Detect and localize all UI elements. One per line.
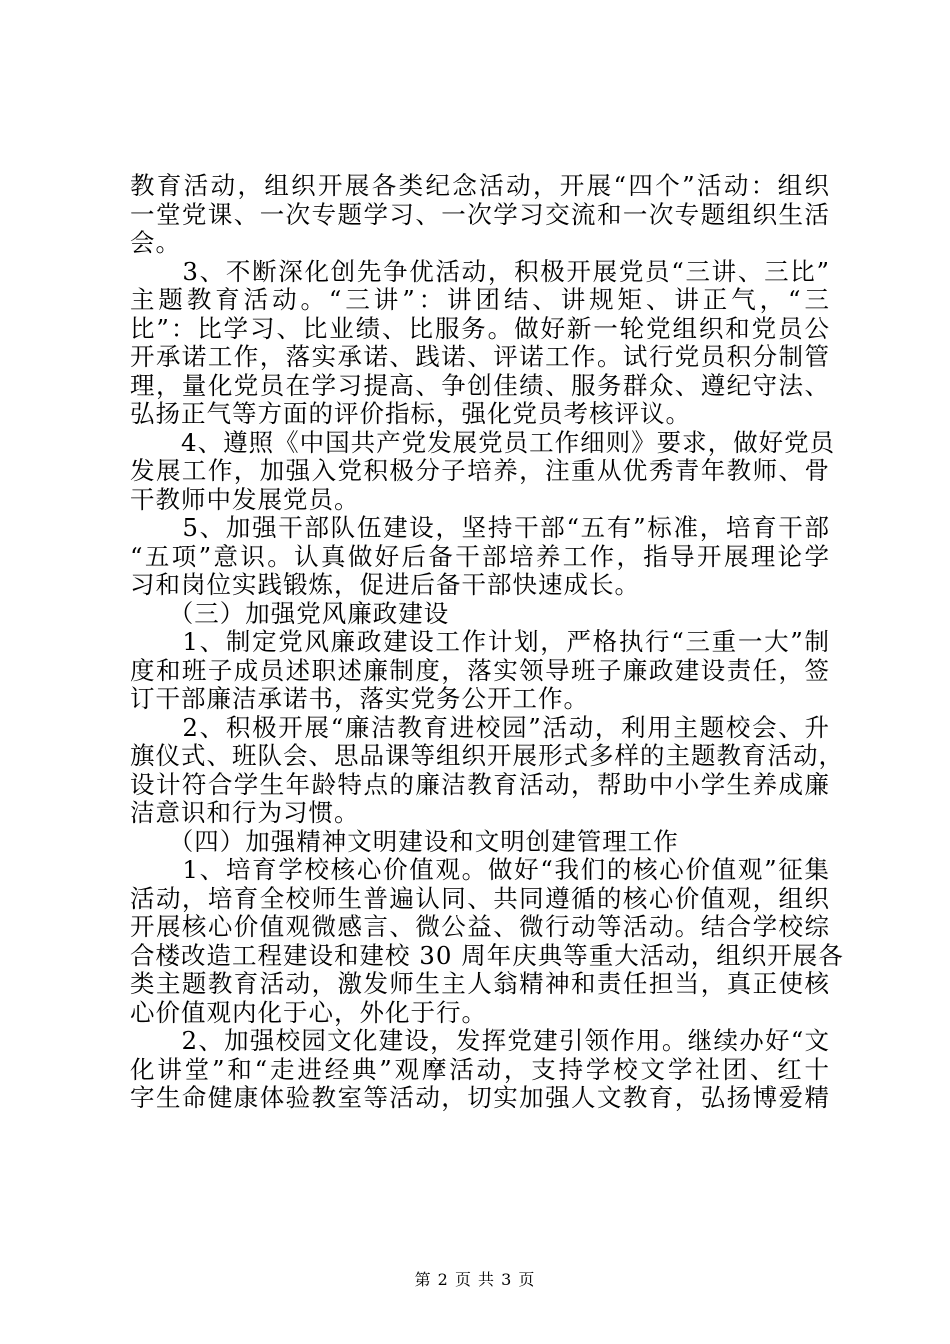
document-body <box>130 171 844 1113</box>
text-line: 心价值观内化于心，外化于行。 <box>130 997 487 1027</box>
text-line: 发展工作，加强入党积极分子培养，注重从优秀青年教师、骨 <box>130 456 830 485</box>
text-line: 会。 <box>130 228 181 257</box>
text-line: 2、积极开展“廉洁教育进校园”活动，利用主题校会、升 <box>130 712 830 742</box>
text-line: 一堂党课、一次专题学习、一次学习交流和一次专题组织生活 <box>130 199 830 229</box>
text-line: 主题教育活动。“三讲”：讲团结、讲规矩、讲正气，“三 <box>130 285 830 314</box>
text-line: 3、不断深化创先争优活动，积极开展党员“三讲、三比” <box>130 256 830 286</box>
text-line: 洁意识和行为习惯。 <box>130 798 360 827</box>
text-line: 旗仪式、班队会、思品课等组织开展形式多样的主题教育活动， <box>130 741 844 770</box>
text-line: 1、培育学校核心价值观。做好“我们的核心价值观”征集 <box>130 855 830 884</box>
text-line: 干教师中发展党员。 <box>130 484 360 514</box>
text-line: 设计符合学生年龄特点的廉洁教育活动，帮助中小学生养成廉 <box>130 769 830 799</box>
text-line: 合楼改造工程建设和建校 30 周年庆典等重大活动，组织开展各 <box>130 940 844 970</box>
section-heading: （四）加强精神文明建设和文明创建管理工作 <box>130 826 679 856</box>
text-line: 化讲堂”和“走进经典”观摩活动，支持学校文学社团、红十 <box>130 1054 830 1084</box>
text-line: 4、遵照《中国共产党发展党员工作细则》要求，做好党员 <box>130 427 836 457</box>
text-line: 度和班子成员述职述廉制度，落实领导班子廉政建设责任，签 <box>130 655 830 685</box>
text-line: 活动，培育全校师生普遍认同、共同遵循的核心价值观，组织 <box>130 883 830 913</box>
text-line: “五项”意识。认真做好后备干部培养工作，指导开展理论学 <box>130 541 830 571</box>
text-line: 2、加强校园文化建设，发挥党建引领作用。继续办好“文 <box>130 1026 830 1055</box>
text-line: 习和岗位实践锻炼，促进后备干部快速成长。 <box>130 570 640 599</box>
text-line: 订干部廉洁承诺书，落实党务公开工作。 <box>130 684 589 713</box>
text-line: 开展核心价值观微感言、微公益、微行动等活动。结合学校综 <box>130 912 830 941</box>
section-heading: （三）加强党风廉政建设 <box>130 598 450 628</box>
text-line: 教育活动，组织开展各类纪念活动，开展“四个”活动：组织 <box>130 171 830 200</box>
text-line: 弘扬正气等方面的评价指标，强化党员考核评议。 <box>130 399 691 428</box>
text-line: 1、制定党风廉政建设工作计划，严格执行“三重一大”制 <box>130 627 830 656</box>
text-line: 类主题教育活动，激发师生主人翁精神和责任担当，真正使核 <box>130 969 830 998</box>
text-line: 5、加强干部队伍建设，坚持干部“五有”标准，培育干部 <box>130 513 830 542</box>
text-line: 开承诺工作，落实承诺、践诺、评诺工作。试行党员积分制管 <box>130 342 830 371</box>
text-line: 比”：比学习、比业绩、比服务。做好新一轮党组织和党员公 <box>130 313 830 343</box>
text-line: 理，量化党员在学习提高、争创佳绩、服务群众、遵纪守法、 <box>130 370 830 400</box>
page-footer: 第 2 页 共 3 页 <box>414 1270 536 1289</box>
text-line: 字生命健康体验教室等活动，切实加强人文教育，弘扬博爱精 <box>130 1083 830 1112</box>
